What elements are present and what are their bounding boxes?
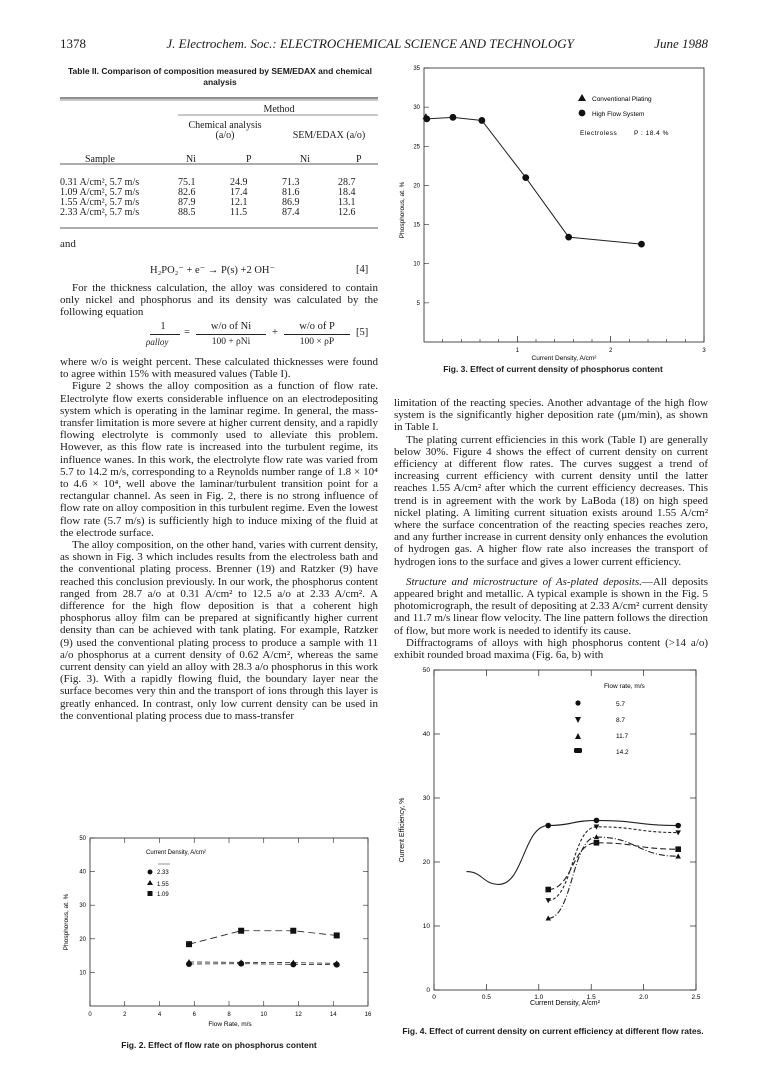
eq5-equals: =	[184, 327, 190, 338]
legend-item: 5.7	[616, 701, 626, 708]
y-tick-label: 40	[79, 869, 86, 876]
table-cell: 13.1	[338, 197, 356, 208]
x-tick-label: 0	[432, 994, 436, 1001]
y-tick-label: 15	[413, 222, 420, 229]
data-point-square	[675, 846, 681, 852]
fig4-xlabel: Current Density, A/cm²	[530, 1000, 600, 1007]
chem-p-header: P	[246, 154, 252, 165]
page-number: 1378	[60, 36, 86, 51]
y-tick-label: 10	[413, 261, 420, 268]
legend-high-flow: High Flow System	[592, 111, 645, 118]
y-tick-label: 10	[79, 970, 86, 977]
legend-item: 14.2	[616, 749, 629, 756]
legend-electroless: Electroless	[580, 130, 618, 137]
y-tick-label: 10	[422, 923, 430, 930]
legend-circle-marker	[579, 110, 586, 117]
method-header: Method	[263, 104, 295, 115]
table-cell: 82.6	[178, 187, 196, 198]
paragraph-text: where w/o is weight percent. These calculated thicknesses were found to agree within 15% with measured values (Table I).	[60, 356, 378, 381]
series-line	[189, 931, 337, 944]
y-tick-label: 40	[422, 731, 430, 738]
x-tick-label: 2	[123, 1012, 127, 1018]
running-header	[60, 36, 708, 52]
chem-header: Chemical analysis (a/o)	[188, 120, 262, 141]
figure-2-chart	[60, 830, 378, 1040]
data-point-square	[545, 887, 551, 893]
fig3-frame	[424, 68, 704, 342]
data-point-circle	[450, 114, 457, 121]
table-cell: 17.4	[230, 187, 248, 198]
fig3-xlabel: Current Density, A/cm²	[531, 355, 597, 362]
y-tick-label: 50	[79, 836, 86, 842]
legend-item: 1.55	[157, 882, 169, 888]
table-cell: 11.5	[230, 207, 248, 218]
paragraph-text: Figure 2 shows the alloy composition as a function of flow rate. Electrolyte flow exerts considerable influence on an electrodepositing system which is operating in the laminar regime. In general, the mass-transfer limitation is more severe at higher current density, and a rapidly flowing electrolyte is commonly used to alleviate this problem. However, as this flow rate is increased into the turbulent regime, its influence wanes. In this work, the electrolyte flow rate was varied from 5.7 to 14.2 m/s, corresponding to a Reynolds number range of 1.8 × 10⁴ to 4.6 × 10⁴, well above the laminar/turbulent transition point for a rectangular channel. As seen in Fig. 2, there is no strong influence of flow rate on alloy composition in this turbulent regime. Even the lowest flow rate (5.7 m/s) is sufficiently high to induce mixing of the fluid at the electrode surface.	[60, 380, 378, 539]
x-tick-label: 4	[157, 1012, 162, 1018]
fig4-ylabel: Current Efficiency, %	[399, 797, 406, 863]
legend-item: 2.33	[157, 870, 169, 876]
paragraph-text: The plating current efficiencies in this work (Table I) are generally below 30%. Figure 4 shows the effect of current density on current efficiency at different flow rates. The curves suggest a trend of increasing current efficiency with current density until the latter reaches 1.55 A/cm² after which the current efficiency decreases. This trend is in agreement with the work by LaBoda (18) on high speed nickel plating. A limiting current situation exists around 1.55 A/cm² where the surface concentration of the reacting species reaches zero, and any further increase in current density only enhances the evolution of hydrogen gas. A higher flow rate also increases the transport of hydrogen ions to the surface and gives a lower current efficiency.	[394, 433, 708, 568]
table-cell: 88.5	[178, 207, 196, 218]
table-cell: 87.4	[282, 207, 300, 218]
table-cell: 12.6	[338, 207, 356, 218]
table-cell: 87.9	[178, 197, 196, 208]
fig2-ylabel: Phosphorous, at. %	[63, 893, 70, 951]
x-tick-label: 1.0	[534, 994, 544, 1001]
chem-ni-header: Ni	[186, 154, 196, 165]
data-point-triangle	[675, 853, 681, 858]
x-tick-label: 1.5	[586, 994, 596, 1001]
table-cell: 24.9	[230, 177, 248, 188]
paragraph-text: —All deposits appeared bright and metallic. A typical example is shown in the Fig. 5 photomicrograph, the result of depositing at 2.33 A/cm² current density and 11.7 m/s linear flow velocity. The line pattern follows the direction of flow, but more work is needed to identify its cause.	[394, 575, 708, 637]
eq5-term1-numerator: w/o of Ni	[210, 321, 252, 332]
legend-square-marker	[574, 748, 582, 753]
x-tick-label: 16	[364, 1012, 372, 1018]
table-rules	[60, 96, 380, 246]
eq5-term2-numerator: w/o of P	[299, 321, 335, 332]
table-cell: 28.7	[338, 177, 356, 188]
series-line	[466, 820, 678, 884]
x-tick-label: 14	[329, 1012, 337, 1018]
eq5-term1-denominator: 100 + ρNi	[211, 337, 251, 347]
x-tick-label: 10	[260, 1012, 268, 1018]
x-tick-label: 2	[608, 348, 613, 354]
sample-header: Sample	[85, 154, 115, 165]
legend-item: 1.09	[157, 892, 169, 898]
left-column-top	[60, 238, 378, 250]
x-tick-label: 0.5	[481, 994, 491, 1001]
x-tick-label: 3	[702, 348, 706, 354]
data-point-circle	[675, 823, 681, 829]
fig3-caption: Fig. 3. Effect of current density of phosphorus content	[443, 364, 663, 374]
x-tick-label: 6	[192, 1012, 196, 1018]
legend-title: Current Density, A/cm²	[146, 850, 206, 856]
table-rows	[60, 178, 378, 218]
data-point-circle	[545, 823, 551, 829]
legend-triangle-marker	[575, 733, 581, 739]
y-tick-label: 30	[422, 795, 430, 802]
eq5-plus: +	[272, 327, 278, 338]
legend-conventional: Conventional Plating	[592, 96, 652, 103]
y-tick-label: 5	[416, 300, 420, 307]
paragraph-text: For the thickness calculation, the alloy was considered to contain only nickel and phosphorus and its density was calculated by the following equation	[60, 282, 378, 319]
x-tick-label: 1	[515, 348, 520, 354]
table-cell: 81.6	[282, 187, 300, 198]
table-cell: 1.55 A/cm², 5.7 m/s	[60, 197, 140, 208]
legend-down-triangle-marker	[575, 717, 581, 723]
legend-circle-marker	[148, 870, 153, 875]
eq5-lhs-numerator: 1	[160, 321, 166, 332]
data-point-square	[238, 928, 244, 934]
table-caption: Table II. Comparison of composition measured by SEM/EDAX and chemical analysis	[67, 66, 373, 87]
and-word: and	[60, 238, 76, 250]
paragraph-text: limitation of the reacting species. Another advantage of the high flow system is the significantly higher deposition rate (μm/min), as shown in Table I.	[394, 397, 708, 434]
legend-item: 11.7	[616, 733, 629, 740]
y-tick-label: 30	[413, 105, 420, 112]
paragraph-text: Diffractograms of alloys with high phosphorus content (>14 a/o) exhibit rounded broad maxima (Fig. 6a, b) with	[394, 636, 708, 662]
table-cell: 2.33 A/cm², 5.7 m/s	[60, 207, 140, 218]
y-tick-label: 50	[422, 667, 430, 674]
sem-header: SEM/EDAX (a/o)	[292, 130, 366, 141]
data-point-circle	[594, 818, 600, 824]
eq5-number: [5]	[356, 327, 369, 338]
eq5-lhs-denominator: ρalloy	[146, 337, 169, 347]
data-point-square	[334, 932, 340, 938]
figure-3-chart	[394, 60, 712, 360]
y-tick-label: 20	[413, 183, 420, 190]
fig4-frame	[434, 670, 696, 990]
table-cell: 75.1	[178, 177, 196, 188]
table-cell: 86.9	[282, 197, 300, 208]
y-tick-label: 25	[413, 144, 420, 151]
legend-triangle-marker	[147, 880, 153, 885]
table-cell: 18.4	[338, 187, 356, 198]
legend-triangle-marker	[578, 94, 586, 101]
fig3-ylabel: Phosphorous, at. %	[399, 181, 406, 239]
x-tick-label: 2.5	[691, 994, 701, 1001]
figure-4-chart	[394, 660, 712, 1007]
y-tick-label: 30	[79, 903, 86, 910]
sem-p-header: P	[356, 154, 362, 165]
equation-4: H₂PO₂⁻ + e⁻ → P(s) +2 OH⁻	[150, 265, 276, 276]
section-heading: Structure and microstructure of As-plated deposits.	[406, 575, 642, 588]
series-line	[189, 962, 337, 963]
eq5-term2-denominator: 100 × ρP	[299, 337, 335, 347]
journal-title: J. Electrochem. Soc.: ELECTROCHEMICAL SCIENCE AND TECHNOLOGY	[166, 36, 574, 51]
table-row	[60, 208, 378, 218]
series-line	[189, 964, 337, 965]
data-point-square	[594, 840, 600, 846]
x-tick-label: 12	[295, 1012, 302, 1018]
x-tick-label: 8	[227, 1012, 231, 1018]
fig2-frame	[90, 838, 368, 1006]
table-cell: 71.3	[282, 177, 300, 188]
equation-4-number: [4]	[356, 264, 369, 275]
table-cell: 0.31 A/cm², 5.7 m/s	[60, 177, 140, 188]
series-line	[548, 827, 678, 901]
fig4-caption: Fig. 4. Effect of current density on current efficiency at different flow rates.	[402, 1026, 704, 1036]
sem-ni-header: Ni	[300, 154, 310, 165]
issue-date: June 1988	[654, 36, 708, 51]
y-tick-label: 20	[79, 936, 86, 943]
data-point-circle	[522, 174, 529, 181]
data-point-square	[186, 941, 192, 947]
right-column-body	[394, 397, 708, 661]
legend-title: Flow rate, m/s	[604, 683, 645, 690]
data-point-circle	[478, 117, 485, 124]
y-tick-label: 35	[413, 66, 420, 72]
paragraph	[60, 282, 378, 319]
table-cell: 12.1	[230, 197, 248, 208]
series-line	[548, 843, 678, 890]
left-column-body	[60, 356, 378, 722]
data-point-square	[290, 928, 296, 934]
x-tick-label: 0	[88, 1012, 92, 1018]
x-tick-label: 2.0	[639, 994, 649, 1001]
legend-item: 8.7	[616, 717, 626, 724]
legend-circle-marker	[575, 700, 580, 705]
data-point-circle	[565, 234, 572, 241]
y-tick-label: 0	[426, 987, 430, 994]
legend-electroless-value: P : 18.4 %	[634, 130, 669, 137]
paragraph-text: The alloy composition, on the other hand, varies with current density, as shown in Fig. 3 which includes results from the electroless bath and the conventional plating process. Brenner (19) and Ratzker (9) have reached this conclusion previously. In our work, the phosphorus content ranged from 28.7 a/o at 0.31 A/cm² to 12.5 a/o at 2.33 A/cm². A difference for the high flow deposition is that a coherent high phosphorus alloy film can be prepared at significantly higher current density than can be achieved with tank plating. For example, Ratzker (9) used the conventional plating process to produce a sample with 11 a/o phosphorus at a current density of 0.62 A/cm², whereas the same current density can yield an alloy with 28.3 a/o phosphorus in this work (Fig. 3). With a rapidly flowing fluid, the boundary layer near the surface becomes very thin and the transport of ions through this layer is greatly enhanced. In contrast, only low current density can be used in the conventional plating process due to mass-transfer	[60, 539, 378, 722]
y-tick-label: 20	[422, 859, 430, 866]
fig2-caption: Fig. 2. Effect of flow rate on phosphorus content	[121, 1040, 317, 1050]
data-point-circle	[638, 241, 645, 248]
legend-square-marker	[148, 891, 153, 896]
fig2-xlabel: Flow Rate, m/s	[208, 1021, 252, 1028]
table-cell: 1.09 A/cm², 5.7 m/s	[60, 187, 140, 198]
